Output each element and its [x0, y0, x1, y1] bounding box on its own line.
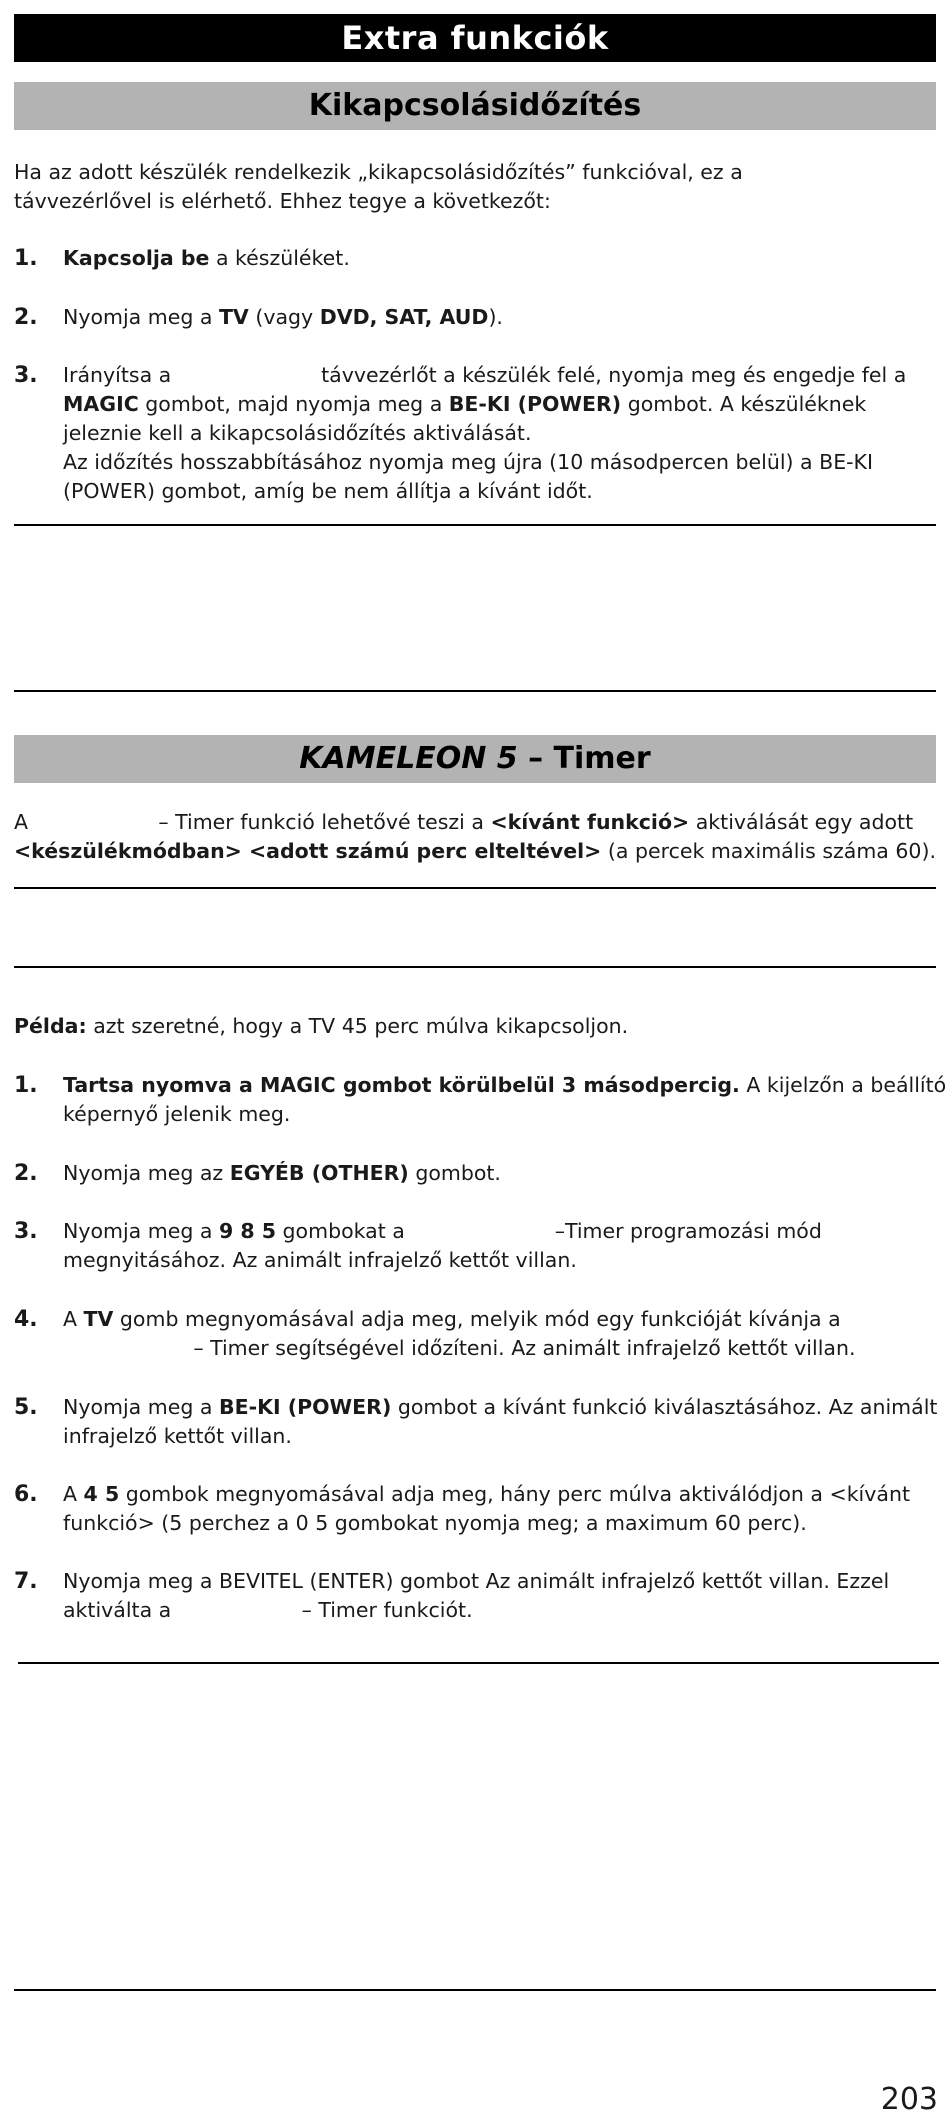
list-item: 6. A 4 5 gombok megnyomásával adja meg, hány perc múlva aktiválódjon a <kívánt funkció> (5 perchez a 0 5 gombokat nyomja meg; a maximum 60 perc).: [14, 1482, 910, 1535]
divider: [14, 524, 936, 526]
list-item: 1. Tartsa nyomva a MAGIC gombot körülbelül 3 másodpercig. A kijelzőn a beállító képernyő jelenik meg.: [14, 1073, 947, 1126]
list-item: 2. Nyomja meg az EGYÉB (OTHER) gombot.: [14, 1161, 501, 1186]
divider: [14, 690, 936, 692]
list-item: 5. Nyomja meg a BE-KI (POWER) gombot a kívánt funkció kiválasztásához. Az animált infrajelző kettőt villan.: [14, 1395, 938, 1448]
list-item: 3. Irányítsa a távvezérlőt a készülék felé, nyomja meg és engedje fel a MAGIC gombot, majd nyomja meg a BE-KI (POWER) gombot. A készüléknek jeleznie kell a kikapcsolásidőzítés aktiválását. Az időzítés hosszabbításához nyomja meg újra (10 másodpercen belül) a BE-KI (POWER) gombot, amíg be nem állítja a kívánt időt.: [14, 363, 907, 503]
list-item: 1. Kapcsolja be a készüléket.: [14, 246, 350, 271]
section2-intro: A – Timer funkció lehetővé teszi a <kívánt funkció> aktiválását egy adott <készülékmódban> <adott számú perc elteltével> (a percek maximális száma 60).: [14, 810, 936, 863]
divider: [14, 966, 936, 968]
page-title: Extra funkciók: [14, 14, 936, 62]
list-item: 3. Nyomja meg a 9 8 5 gombokat a –Timer programozási mód megnyitásához. Az animált infrajelző kettőt villan.: [14, 1219, 822, 1272]
divider: [14, 1989, 936, 1991]
divider: [18, 1662, 939, 1664]
section1-intro: Ha az adott készülék rendelkezik „kikapcsolásidőzítés” funkcióval, ez a távvezérlővel is elérhető. Ehhez tegye a következőt:: [14, 160, 743, 213]
list-item: 7. Nyomja meg a BEVITEL (ENTER) gombot Az animált infrajelző kettőt villan. Ezzel aktiválta a – Timer funkciót.: [14, 1569, 890, 1622]
list-item: 4. A TV gomb megnyomásával adja meg, melyik mód egy funkcióját kívánja a – Timer segítségével időzíteni. Az animált infrajelző kettőt villan.: [14, 1307, 856, 1360]
divider: [14, 887, 936, 889]
example-text: Példa: azt szeretné, hogy a TV 45 perc múlva kikapcsoljon.: [14, 1014, 629, 1038]
section-title-timer: KAMELEON 5 – Timer: [14, 735, 936, 783]
page-number: 203: [880, 2082, 938, 2117]
section-title-sleep-timer: Kikapcsolásidőzítés: [14, 82, 936, 130]
list-item: 2. Nyomja meg a TV (vagy DVD, SAT, AUD).: [14, 305, 503, 330]
